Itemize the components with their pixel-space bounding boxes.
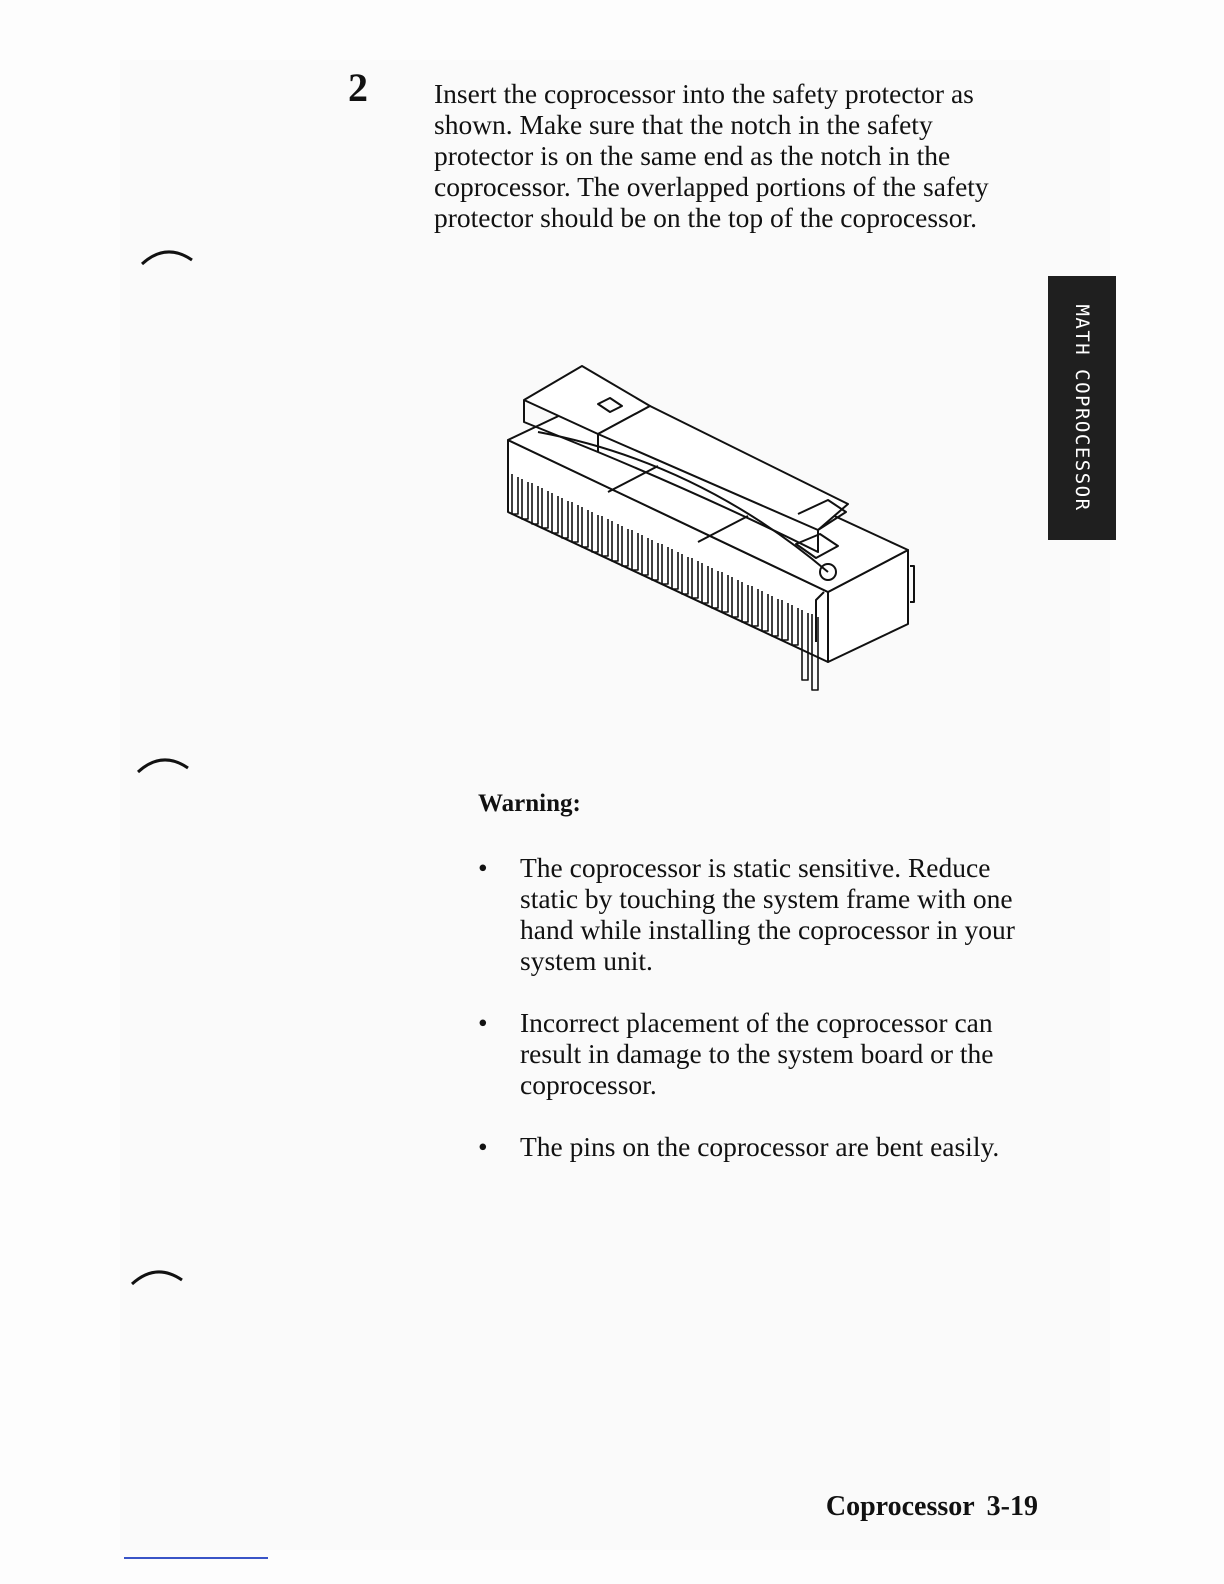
warning-item-text: The pins on the coprocessor are bent easily. <box>520 1131 1000 1162</box>
binder-hole-mark <box>140 244 200 268</box>
warning-heading: Warning: <box>478 790 581 817</box>
warning-item <box>478 1007 1038 1100</box>
binder-hole-mark <box>130 1264 190 1288</box>
footer-section-title: Coprocessor <box>825 1491 975 1522</box>
warning-item <box>478 1131 1038 1162</box>
binder-hole-mark <box>136 752 196 776</box>
section-tab <box>1048 276 1116 540</box>
page-background <box>120 60 1110 1550</box>
step-instruction: Insert the coprocessor into the safety protector as shown. Make sure that the notch in the safety protector is on the same end as the notch in the coprocessor. The overlapped portions of the safety protector should be on the top of the coprocessor. <box>434 78 989 233</box>
bullet: • <box>478 1007 488 1038</box>
warning-item <box>478 852 1038 976</box>
step-number: 2 <box>348 65 368 110</box>
warning-item-text: The coprocessor is static sensitive. Reduce static by touching the system frame with one hand while installing the coprocessor in your system unit. <box>520 852 1015 976</box>
coprocessor-safety-protector-illustration <box>498 362 922 694</box>
warning-item-text: Incorrect placement of the coprocessor can result in damage to the system board or the coprocessor. <box>520 1007 994 1100</box>
warning-list <box>478 852 1038 1193</box>
bottom-rule <box>124 1557 268 1559</box>
section-tab-label: MATH COPROCESSOR <box>1071 304 1093 512</box>
page-footer <box>826 1491 1038 1523</box>
bullet: • <box>478 1131 488 1162</box>
bullet: • <box>478 852 488 883</box>
footer-page-number: 3-19 <box>986 1491 1038 1522</box>
